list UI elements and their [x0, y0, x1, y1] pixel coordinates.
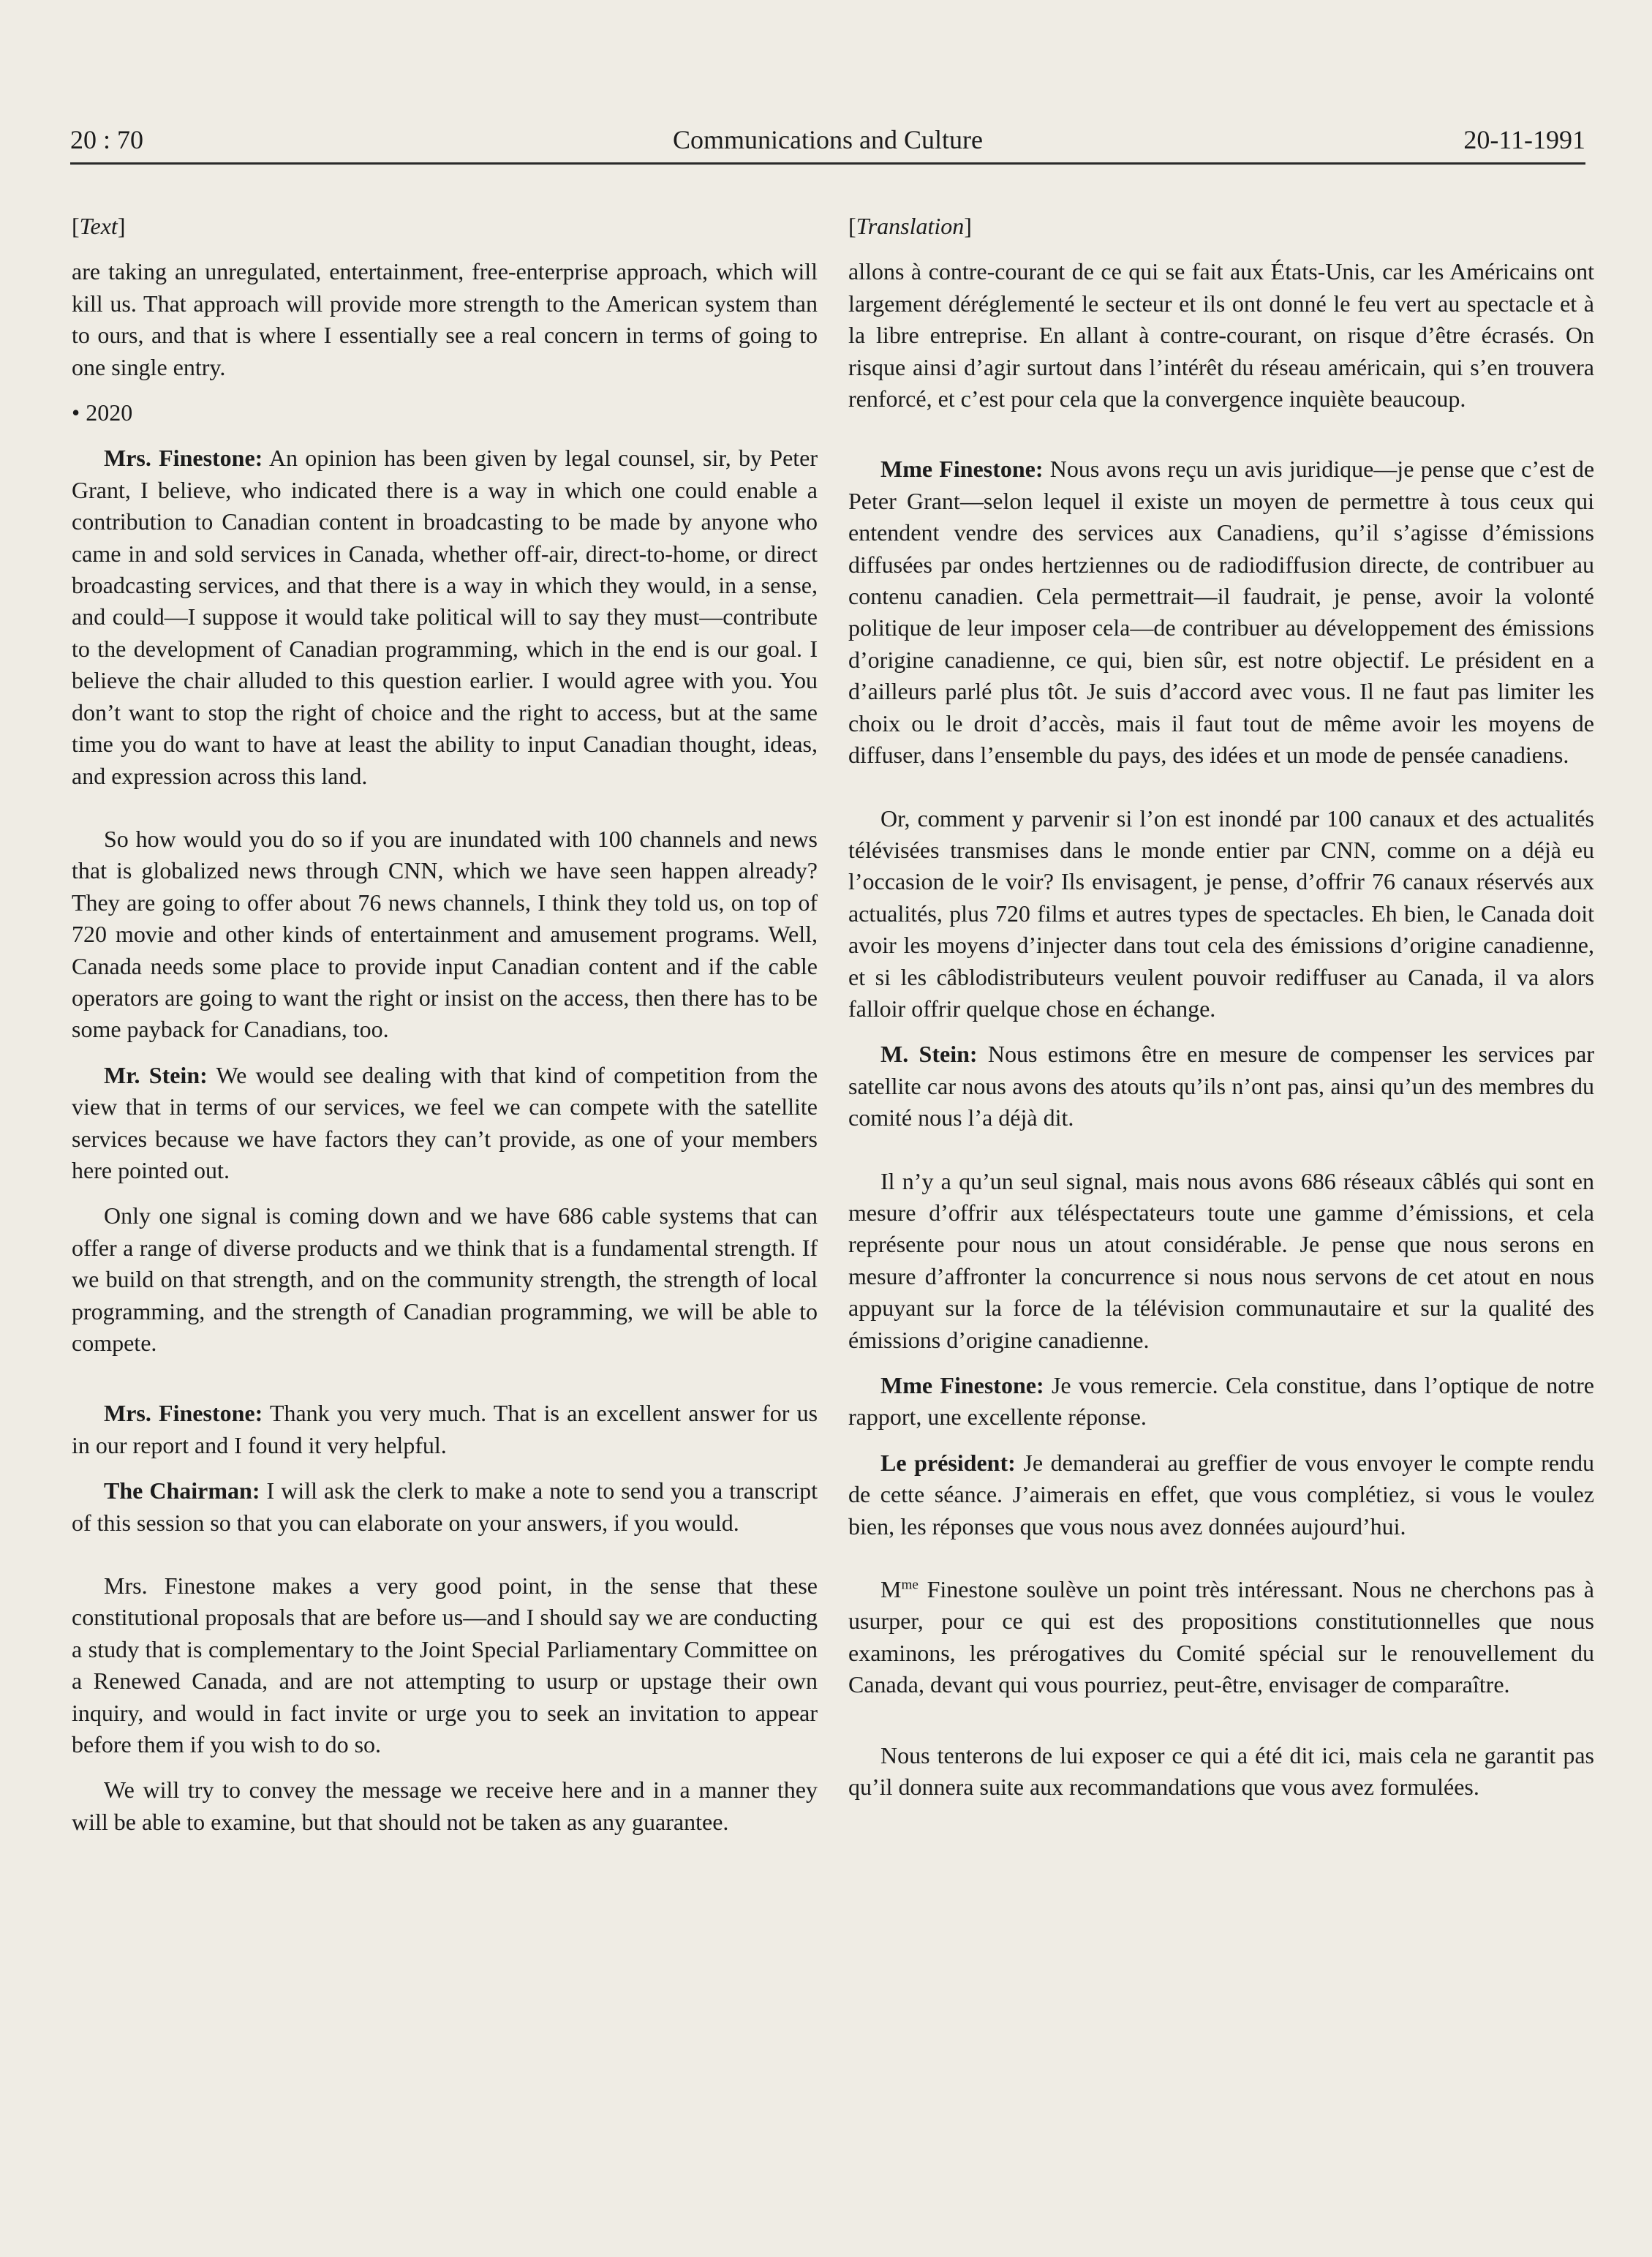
speaker-label: Le président: [880, 1449, 1016, 1476]
text-label: [Text] [72, 213, 126, 239]
paragraph: $M^{me}$ Finestone soulève un point très intéressant. Nous ne cherchons pas à usurper, pour ce qui est des propositions constitutionnelles que nous examinons, les prérogatives du Comité spécial sur le renouvellement du Canada, devant qui vous pourriez, peut-être, envisager de comparaître. [848, 1576, 1594, 1698]
paragraph: Mr. Stein: We would see dealing with that kind of competition from the view that in terms of our services, we feel we can compete with the satellite services because we have factors they can’t provide, as one of your members here pointed out. [72, 1061, 818, 1183]
french-column [848, 211, 1594, 1817]
speaker-label: The Chairman: [104, 1477, 260, 1504]
speaker-label: M. Stein: [880, 1041, 978, 1068]
paragraph: are taking an unregulated, entertainment, free-enterprise approach, which will kill us. That approach will provide more strength to the American system than to ours, and that is where I essentially see a real concern in terms of going to one single entry. [72, 258, 818, 380]
speaker-label: Mr. Stein: [104, 1061, 208, 1088]
paragraph: Nous tenterons de lui exposer ce qui a été dit ici, mais cela ne garantit pas qu’il donnera suite aux recommandations que vous avez formulées. [848, 1741, 1594, 1801]
paragraph: Only one signal is coming down and we have 686 cable systems that can offer a range of diverse products and we think that is a fundamental strength. If we build on that strength, and on the community strength, the strength of local programming, and the strength of Canadian programming, we will be able to compete. [72, 1202, 818, 1356]
page-number: 20 : 70 [70, 125, 144, 154]
translation-label: [Translation] [848, 213, 972, 239]
paragraph: allons à contre-courant de ce qui se fait aux États-Unis, car les Américains ont largement déréglementé le secteur et ils ont donné le feu vert au spectacle et à la libre entreprise. En allant à contre-courant, on risque d’être écrasés. On risque ainsi d’agir surtout dans l’intérêt du réseau américain, qui s’en trouvera renforcé, et c’est pour cela que la convergence inquiète beaucoup. [848, 258, 1594, 412]
page-header [70, 118, 1585, 165]
paragraph: Or, comment y parvenir si l’on est inondé par 100 canaux et des actualités télévisées transmises dans le monde entier par CNN, comme on a déjà eu l’occasion de le voir? Ils envisagent, je pense, d’offrir 76 canaux réservés aux actualités, plus 720 films et autres types de spectacles. Eh bien, le Canada doit avoir les moyens d’injecter dans tout cela des émissions d’origine canadienne, et si les câblodistributeurs veulent pouvoir rediffuser au Canada, il va alors falloir offrir quelque chose en échange. [848, 805, 1594, 1022]
speaker-label: Mme Finestone: [880, 456, 1044, 483]
paragraph: We will try to convey the message we receive here and in a manner they will be able to examine, but that should not be taken as any guarantee. [72, 1776, 818, 1835]
speaker-label: Mrs. Finestone: [104, 1400, 263, 1427]
header-date: 20-11-1991 [1463, 125, 1585, 154]
paragraph: The Chairman: I will ask the clerk to make a note to send you a transcript of this session so that you can elaborate on your answers, if you would. [72, 1477, 818, 1536]
paragraph: Le président: Je demanderai au greffier de vous envoyer le compte rendu de cette séance. J’aimerais en effet, que vous complétiez, si vous le voulez bien, les réponses que vous nous avez données aujourd’hui. [848, 1449, 1595, 1540]
english-column [72, 211, 818, 1852]
paragraph: Mrs. Finestone: Thank you very much. That is an excellent answer for us in our report and I found it very helpful. [72, 1400, 818, 1458]
paragraph: Mme Finestone: Nous avons reçu un avis juridique—je pense que c’est de Peter Grant—selon lequel il existe un moyen de permettre à tous ceux qui entendent vendre des services aux Canadiens, qu’il s’agisse d’émissions diffusées par ondes hertziennes ou de radiodiffusion directe, de contribuer au contenu canadien. Cela permettrait—il faudrait, je pense, avoir la volonté politique de leur imposer cela—de contribuer au développement des émissions d’origine canadienne, ce qui, bien sûr, est notre objectif. Le président en a d’ailleurs parlé plus tôt. Je suis d’accord avec vous. Il ne faut pas limiter les choix ou le droit d’accès, mais il faut tout de même avoir les moyens de diffuser, dans l’ensemble du pays, des idées et un mode de pensée canadiens. [848, 456, 1595, 769]
speaker-label: Mrs. Finestone: [104, 445, 263, 472]
time-marker: • 2020 [72, 399, 133, 426]
paragraph: So how would you do so if you are inundated with 100 channels and news that is globalized news through CNN, which we have seen happen already? They are going to offer about 76 news channels, I think they told us, on top of 720 movie and other kinds of entertainment and amusement programs. Well, Canada needs some place to provide input Canadian content and if the cable operators are going to want the right or insist on the access, then there has to be some payback for Canadians, too. [72, 825, 818, 1043]
paragraph: Mme Finestone: Je vous remercie. Cela constitue, dans l’optique de notre rapport, une excellente réponse. [848, 1372, 1595, 1431]
paragraph: M. Stein: Nous estimons être en mesure de compenser les services par satellite car nous avons des atouts qu’ils n’ont pas, ainsi qu’un des membres du comité nous l’a déjà dit. [848, 1041, 1594, 1131]
publication-title: Communications and Culture [673, 125, 983, 154]
paragraph: Il n’y a qu’un seul signal, mais nous avons 686 réseaux câblés qui sont en mesure d’offrir aux téléspectateurs toute une gamme d’émissions, et cela représente pour nous un atout considérable. Je pense que nous serons en mesure d’affronter la concurrence si nous nous servons de cet atout en nous appuyant sur la force de la télévision communautaire et sur la qualité des émissions d’origine canadienne. [848, 1167, 1594, 1353]
paragraph: Mrs. Finestone: An opinion has been given by legal counsel, sir, by Peter Grant, I believe, who indicated there is a way in which one could enable a contribution to Canadian content in broadcasting to be made by anyone who came in and sold services in Canada, whether off-air, direct-to-home, or direct broadcasting services, and that there is a way in which they would, in a sense, and could—I suppose it would take political will to say they must—contribute to the development of Canadian programming, which in the end is our goal. I believe the chair alluded to this question earlier. I would agree with you. You don’t want to stop the right of choice and the right to access, but at the same time you do want to have at least the ability to input Canadian thought, ideas, and expression across this land. [72, 445, 818, 789]
speaker-label: Mme Finestone: [880, 1372, 1044, 1398]
paragraph: Mrs. Finestone makes a very good point, in the sense that these constitutional proposals that are before us—and I should say we are conducting a study that is complementary to the Joint Special Parliamentary Committee on a Renewed Canada, and are not attempting to usurp or upstage their own inquiry, and would in fact invite or urge you to seek an invitation to appear before them if you wish to do so. [72, 1572, 818, 1758]
